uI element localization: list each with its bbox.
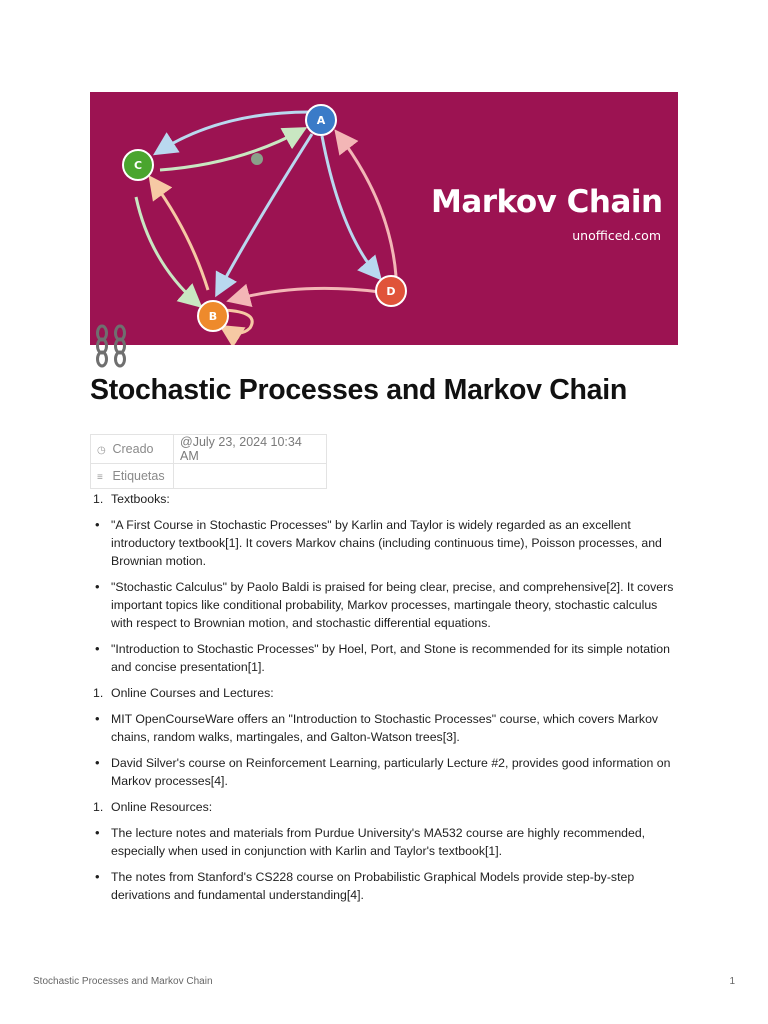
list-number: 1. bbox=[93, 492, 104, 506]
list-item-text: "Stochastic Calculus" by Paolo Baldi is praised for being clear, precise, and comprehensive[2]. It covers important topics like conditional probability, Markov processes, martingale theory, stochastic calculus with respect to Brownian motion, and stochastic differential equations. bbox=[111, 580, 674, 630]
list-item-text: The notes from Stanford's CS228 course on Probabilistic Graphical Models provide step-by-step derivations and fundamental understanding[4]. bbox=[111, 870, 635, 902]
list-number: 1. bbox=[93, 800, 104, 814]
clock-icon: ◷ bbox=[97, 445, 106, 456]
property-value-created[interactable]: @July 23, 2024 10:34 AM bbox=[174, 435, 327, 464]
list-item bbox=[93, 868, 678, 904]
list-item bbox=[93, 754, 678, 790]
edge-a-d bbox=[322, 136, 378, 276]
bullet-icon: • bbox=[95, 869, 100, 884]
node-d-label: D bbox=[386, 285, 396, 298]
list-item-text: "A First Course in Stochastic Processes" by Karlin and Taylor is widely regarded as an excellent introductory textbook[1]. It covers Markov chains (including continuous time), Poisson processes, and Brownian motion. bbox=[111, 518, 662, 568]
bullet-icon: • bbox=[95, 517, 100, 532]
bullet-icon: • bbox=[95, 755, 100, 770]
list-number: 1. bbox=[93, 686, 104, 700]
list-item-text: The lecture notes and materials from Purdue University's MA532 course are highly recommended, especially when used in conjunction with Karlin and Taylor's textbook[1]. bbox=[111, 826, 646, 858]
edge-d-a bbox=[338, 134, 396, 276]
edge-c-b bbox=[136, 197, 198, 304]
bullet-icon: • bbox=[95, 579, 100, 594]
footer-page-number: 1 bbox=[729, 976, 735, 987]
edge-a-c bbox=[158, 112, 310, 152]
section-heading-text: Online Courses and Lectures: bbox=[111, 686, 274, 700]
node-c-label: C bbox=[133, 159, 143, 172]
property-row-created bbox=[91, 435, 327, 464]
bullet-icon: • bbox=[95, 641, 100, 656]
list-item bbox=[93, 516, 678, 570]
edge-b-c bbox=[152, 180, 208, 290]
list-item bbox=[93, 640, 678, 676]
node-b-label: B bbox=[208, 310, 218, 323]
property-row-tags bbox=[91, 464, 327, 489]
section-heading-online-resources bbox=[93, 798, 678, 816]
footer-title: Stochastic Processes and Markov Chain bbox=[33, 976, 213, 987]
list-item bbox=[93, 824, 678, 860]
properties-table bbox=[90, 434, 327, 489]
cover-banner bbox=[90, 92, 678, 345]
property-key-tags bbox=[91, 464, 174, 489]
property-label-tags: Etiquetas bbox=[112, 469, 165, 483]
node-c bbox=[123, 150, 153, 180]
edge-c-a bbox=[160, 130, 302, 170]
node-b bbox=[198, 301, 228, 331]
bullet-icon: • bbox=[95, 711, 100, 726]
property-label-created: Creado bbox=[112, 442, 154, 456]
list-icon: ≡ bbox=[97, 472, 103, 483]
edge-junction bbox=[251, 153, 263, 165]
section-heading-text: Textbooks: bbox=[111, 492, 170, 506]
chain-link-icon bbox=[92, 324, 132, 368]
list-item-text: David Silver's course on Reinforcement Learning, particularly Lecture #2, provides good information on Markov processes[4]. bbox=[111, 756, 671, 788]
banner-title: Markov Chain bbox=[431, 184, 663, 220]
section-heading-online-courses bbox=[93, 684, 678, 702]
section-heading-textbooks bbox=[93, 490, 678, 508]
node-a-label: A bbox=[316, 114, 326, 127]
edge-d-b bbox=[232, 288, 380, 300]
page-content bbox=[93, 490, 678, 912]
banner-site: unofficed.com bbox=[572, 228, 661, 243]
bullet-icon: • bbox=[95, 825, 100, 840]
list-item bbox=[93, 578, 678, 632]
page-title: Stochastic Processes and Markov Chain bbox=[90, 374, 627, 406]
property-key-created bbox=[91, 435, 174, 464]
list-item-text: "Introduction to Stochastic Processes" by Hoel, Port, and Stone is recommended for its simple notation and concise presentation[1]. bbox=[111, 642, 670, 674]
node-d bbox=[376, 276, 406, 306]
list-item bbox=[93, 710, 678, 746]
list-item-text: MIT OpenCourseWare offers an "Introduction to Stochastic Processes" course, which covers Markov chains, random walks, martingales, and Galton-Watson trees[3]. bbox=[111, 712, 659, 744]
node-a bbox=[306, 105, 336, 135]
section-heading-text: Online Resources: bbox=[111, 800, 213, 814]
property-value-tags[interactable] bbox=[174, 464, 327, 489]
